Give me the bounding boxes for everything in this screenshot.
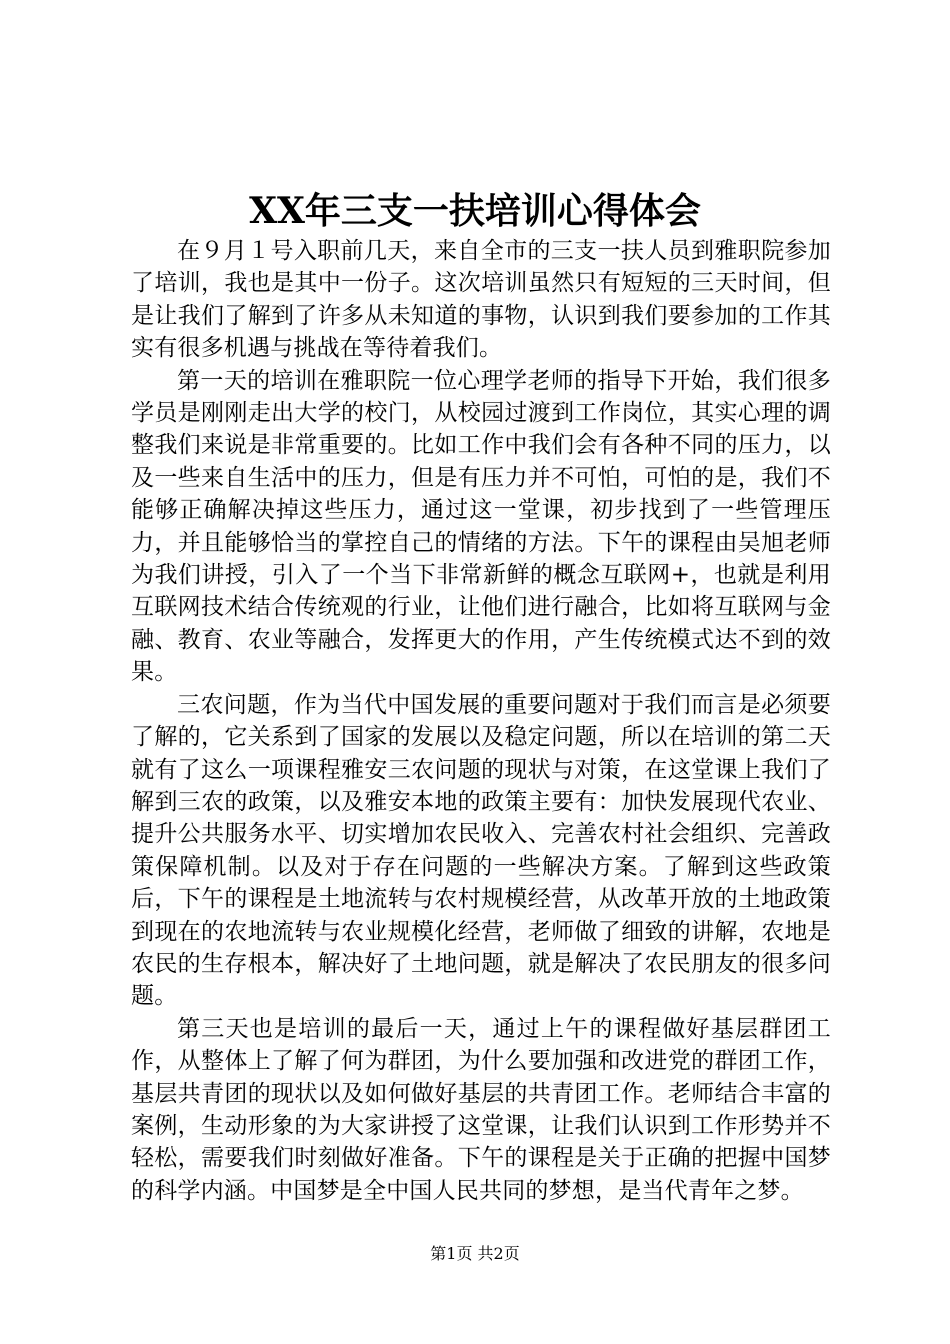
page-number-footer: 第1页 共2页 [430,1244,520,1263]
document-title: XX年三支一扶培训心得体会 [249,190,701,232]
paragraph-2: 第一天的培训在雅职院一位心理学老师的指导下开始，我们很多学员是刚刚走出大学的校门，从校园过渡到工作岗位，其实心理的调整我们来说是非常重要的。比如工作中我们会有各种不同的压力，以及一些来自生活中的压力，但是有压力并不可怕，可怕的是，我们不能够正确解决掉这些压力，通过这一堂课，初步找到了一些管理压力，并且能够恰当的掌控自己的情绪的方法。下午的课程由吴旭老师为我们讲授，引入了一个当下非常新鲜的概念互联网+，也就是利用互联网技术结合传统观的行业，让他们进行融合，比如将互联网与金融、教育、农业等融合，发挥更大的作用，产生传统模式达不到的效果。 [131,367,831,686]
paragraph-1: 在９月１号入职前几天，来自全市的三支一扶人员到雅职院参加了培训，我也是其中一份子。这次培训虽然只有短短的三天时间，但是让我们了解到了许多从未知道的事物，认识到我们要参加的工作其实有很多机遇与挑战在等待着我们。 [131,238,831,362]
paragraph-4: 第三天也是培训的最后一天，通过上午的课程做好基层群团工作，从整体上了解了何为群团，为什么要加强和改进党的群团工作，基层共青团的现状以及如何做好基层的共青团工作。老师结合丰富的案例，生动形象的为大家讲授了这堂课，让我们认识到工作形势并不轻松，需要我们时刻做好准备。下午的课程是关于正确的把握中国梦的科学内涵。中国梦是全中国人民共同的梦想，是当代青年之梦。 [131,1015,831,1204]
document-body [131,235,831,1207]
paragraph-3: 三农问题，作为当代中国发展的重要问题对于我们而言是必须要了解的，它关系到了国家的发展以及稳定问题，所以在培训的第二天就有了这么一项课程雅安三农问题的现状与对策，在这堂课上我们了解到三农的政策，以及雅安本地的政策主要有：加快发展现代农业、提升公共服务水平、切实增加农民收入、完善农村社会组织、完善政策保障机制。以及对于存在问题的一些解决方案。了解到这些政策后，下午的课程是土地流转与农村规模经营，从改革开放的土地政策到现在的农地流转与农业规模化经营，老师做了细致的讲解，农地是农民的生存根本，解决好了土地问题，就是解决了农民朋友的很多问题。 [131,691,831,1010]
